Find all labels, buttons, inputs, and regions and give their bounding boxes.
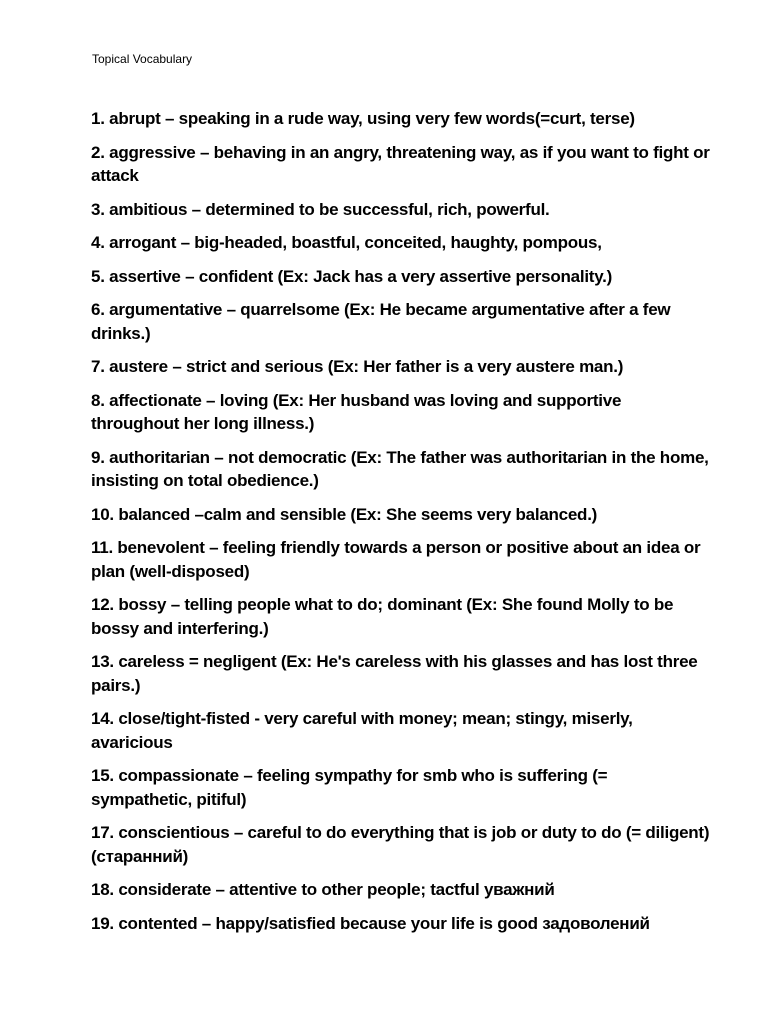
vocabulary-entry: 10. balanced –calm and sensible (Ex: She seems very balanced.) [91, 504, 598, 524]
vocabulary-entry: 8. affectionate – loving (Ex: Her husband was loving and supportive throughout her long illness.) [91, 390, 622, 433]
vocabulary-entry: 7. austere – strict and serious (Ex: Her father is a very austere man.) [91, 357, 624, 376]
vocabulary-entry: 6. argumentative – quarrelsome (Ex: He became argumentative after a few drinks.) [91, 300, 671, 343]
document-header: Topical Vocabulary [92, 52, 193, 66]
vocabulary-entry: 15. compassionate – feeling sympathy for smb who is suffering (= sympathetic, pitiful) [91, 766, 608, 809]
vocabulary-entry: 14. close/tight-fisted - very careful with money; mean; stingy, miserly, avaricious [91, 709, 633, 752]
vocabulary-entry: 9. authoritarian – not democratic (Ex: The father was authoritarian in the home, insisting on total obedience.) [91, 447, 709, 490]
vocabulary-entry: 5. assertive – confident (Ex: Jack has a very assertive personality.) [91, 266, 613, 286]
vocabulary-entry: 11. benevolent – feeling friendly towards a person or positive about an idea or plan (well-disposed) [91, 538, 701, 581]
vocabulary-entry: 2. aggressive – behaving in an angry, threatening way, as if you want to fight or attack [91, 142, 710, 185]
vocabulary-entry: 12. bossy – telling people what to do; dominant (Ex: She found Molly to be bossy and interfering.) [91, 595, 674, 638]
vocabulary-entry: 4. arrogant – big-headed, boastful, conceited, haughty, pompous, [91, 233, 602, 252]
vocabulary-entry: 1. abrupt – speaking in a rude way, using very few words(=curt, terse) [91, 109, 635, 128]
vocabulary-entry: 13. careless = negligent (Ex: He's careless with his glasses and has lost three pairs.) [91, 652, 698, 695]
vocabulary-entry: 17. conscientious – careful to do everything that is job or duty to do (= diligent) (старанний) [91, 823, 710, 866]
vocabulary-entry: 18. considerate – attentive to other people; tactful уважний [91, 880, 555, 899]
vocabulary-entry: 3. ambitious – determined to be successful, rich, powerful. [91, 199, 550, 219]
vocabulary-list [91, 107, 711, 945]
vocabulary-entry: 19. contented – happy/satisfied because your life is good задоволений [91, 913, 650, 933]
